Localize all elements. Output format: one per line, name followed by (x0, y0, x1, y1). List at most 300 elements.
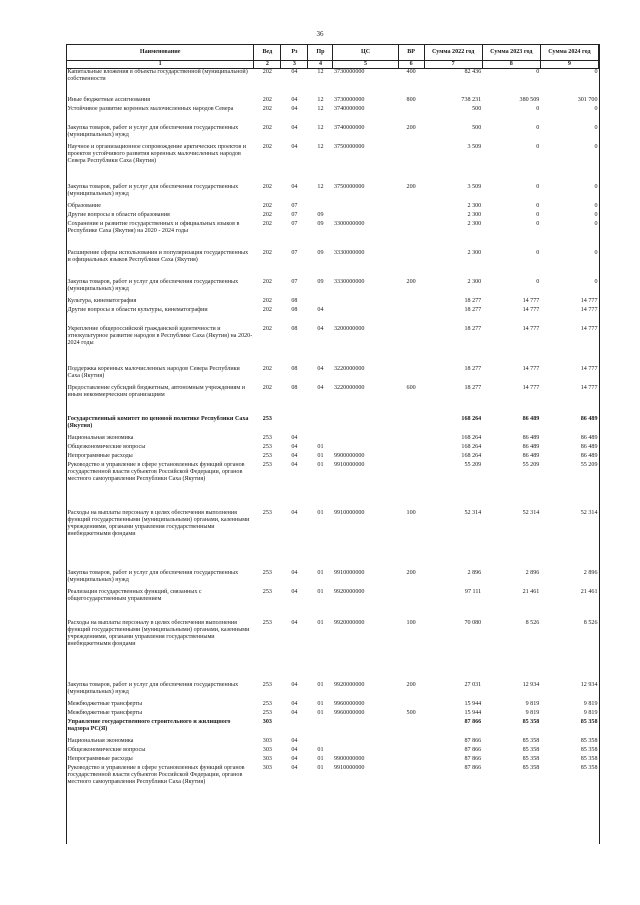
row-sum-2024: 2 896 (583, 569, 598, 576)
row-ved: 202 (262, 69, 272, 76)
row-cs: 9910000000 (333, 764, 365, 771)
row-sum-2023: 55 209 (522, 461, 540, 468)
row-sum-2023: 85 358 (522, 737, 540, 744)
row-pr (308, 416, 333, 435)
row-sum-2023: 8 526 (525, 619, 540, 626)
row-sum-2022: 70 080 (464, 619, 482, 626)
row-vr: 500 (406, 709, 416, 716)
row-name: Предоставление субсидий бюджетным, автономным учреждениям и иным некоммерческим организациям (67, 384, 246, 398)
row-pr (308, 435, 333, 444)
table-left-border (66, 44, 67, 844)
row-sum-2023: 0 (536, 202, 540, 209)
table-row (67, 298, 599, 307)
column-number: 1 (67, 61, 254, 69)
table-row (67, 307, 599, 326)
row-vr (398, 298, 424, 307)
row-ved: 253 (262, 709, 272, 716)
row-name: Укрепление общероссийской гражданской идентичности и этнокультурное развитие народов в Республике Саха (Якутия) на 2020-2024 годы (67, 325, 253, 346)
table-row (67, 212, 599, 221)
row-cs: 3740000000 (333, 105, 365, 112)
table-row (67, 144, 599, 184)
row-rz: 08 (291, 365, 298, 372)
table-row (67, 682, 599, 701)
row-sum-2022: 87 866 (464, 737, 482, 744)
row-sum-2024: 301 700 (577, 96, 598, 103)
row-sum-2024: 8 526 (583, 619, 598, 626)
row-vr: 200 (406, 681, 416, 688)
row-sum-2022: 3 509 (467, 143, 482, 150)
row-vr (398, 747, 424, 756)
row-vr (398, 444, 424, 453)
row-vr (398, 106, 424, 125)
row-sum-2023: 86 489 (522, 415, 540, 422)
row-sum-2023: 2 896 (525, 569, 540, 576)
table-row (67, 326, 599, 366)
table-row (67, 570, 599, 589)
header-sum-2024: Сумма 2024 год (540, 45, 598, 61)
row-sum-2023: 85 358 (522, 755, 540, 762)
row-rz: 04 (291, 461, 298, 468)
row-rz: 04 (291, 681, 298, 688)
row-name: Общеэкономические вопросы (67, 746, 146, 753)
header-rz: Рз (281, 45, 308, 61)
row-sum-2023: 0 (536, 249, 540, 256)
table-row (67, 203, 599, 212)
row-vr (398, 435, 424, 444)
row-sum-2024: 86 489 (580, 443, 598, 450)
row-sum-2022: 738 231 (461, 96, 482, 103)
row-pr: 12 (317, 183, 324, 190)
row-ved: 253 (262, 509, 272, 516)
row-name: Устойчивое развитие коренных малочисленных народов Севера (67, 105, 234, 112)
row-ved: 253 (262, 461, 272, 468)
row-sum-2023: 0 (536, 220, 540, 227)
row-pr: 01 (317, 509, 324, 516)
row-pr: 04 (317, 384, 324, 391)
row-name: Руководство и управление в сфере установленных функций органов государственной власти субъектов Российской Федерации, органов местного самоуправления Республики Саха (Якутия) (67, 461, 245, 482)
row-cs: 3750000000 (333, 183, 365, 190)
table-row (67, 69, 599, 97)
row-cs (333, 298, 398, 307)
row-sum-2022: 168 264 (461, 452, 482, 459)
row-sum-2023: 0 (536, 69, 540, 76)
row-vr (398, 589, 424, 620)
row-vr (398, 307, 424, 326)
row-ved: 202 (262, 105, 272, 112)
row-rz: 04 (291, 434, 298, 441)
row-sum-2024: 0 (594, 202, 598, 209)
row-sum-2022: 87 866 (464, 718, 482, 725)
row-sum-2023: 85 358 (522, 746, 540, 753)
table-row (67, 738, 599, 747)
row-pr: 01 (317, 755, 324, 762)
row-pr: 01 (317, 443, 324, 450)
row-ved: 303 (262, 746, 272, 753)
row-name: Непрограммные расходы (67, 452, 133, 459)
column-number: 6 (398, 61, 424, 69)
row-sum-2022: 3 509 (467, 183, 482, 190)
row-sum-2024: 9 819 (583, 700, 598, 707)
row-sum-2024: 14 777 (580, 365, 598, 372)
row-rz: 04 (291, 746, 298, 753)
row-sum-2024: 85 358 (580, 737, 598, 744)
row-name: Культура, кинематография (67, 297, 137, 304)
row-sum-2023: 0 (536, 211, 540, 218)
budget-table (66, 44, 599, 805)
row-pr: 04 (317, 306, 324, 313)
row-sum-2024: 14 777 (580, 325, 598, 332)
row-sum-2022: 97 111 (464, 588, 482, 595)
row-cs (333, 203, 398, 212)
row-pr: 09 (317, 249, 324, 256)
row-rz: 07 (291, 278, 298, 285)
row-rz: 08 (291, 306, 298, 313)
row-sum-2024: 9 819 (583, 709, 598, 716)
row-sum-2024: 86 489 (580, 434, 598, 441)
row-cs: 9960000000 (333, 700, 365, 707)
row-sum-2024: 85 358 (580, 764, 598, 771)
row-name: Национальная экономика (67, 434, 134, 441)
row-sum-2024: 86 489 (580, 452, 598, 459)
row-pr: 12 (317, 143, 324, 150)
row-sum-2024: 14 777 (580, 297, 598, 304)
row-rz: 04 (291, 509, 298, 516)
row-pr: 04 (317, 325, 324, 332)
table-row (67, 462, 599, 510)
row-sum-2022: 2 300 (467, 211, 482, 218)
row-vr (398, 212, 424, 221)
row-pr (308, 738, 333, 747)
row-rz: 04 (291, 755, 298, 762)
row-name: Закупка товаров, работ и услуг для обеспечения государственных (муниципальных) нужд (67, 681, 239, 695)
row-sum-2022: 18 277 (464, 306, 482, 313)
row-sum-2022: 87 866 (464, 764, 482, 771)
row-rz: 07 (291, 202, 298, 209)
row-pr: 01 (317, 764, 324, 771)
row-cs (333, 747, 398, 756)
table-row (67, 756, 599, 765)
row-sum-2023: 14 777 (522, 306, 540, 313)
row-vr (398, 462, 424, 510)
row-cs: 9910000000 (333, 461, 365, 468)
row-sum-2024: 85 358 (580, 755, 598, 762)
row-cs: 9900000000 (333, 755, 365, 762)
row-pr: 01 (317, 619, 324, 626)
row-vr (398, 416, 424, 435)
table-row (67, 765, 599, 805)
row-vr: 200 (406, 183, 416, 190)
row-vr (398, 738, 424, 747)
row-pr: 09 (317, 211, 324, 218)
row-name: Расходы на выплаты персоналу в целях обеспечения выполнения функций государственными (муниципальными) органами, казенными учреждениями, органами управления государственными внебюджетными фондами (67, 509, 250, 537)
row-rz: 04 (291, 764, 298, 771)
row-pr: 12 (317, 124, 324, 131)
row-rz: 08 (291, 297, 298, 304)
row-name: Национальная экономика (67, 737, 134, 744)
row-sum-2022: 15 944 (464, 709, 482, 716)
row-ved: 303 (262, 764, 272, 771)
row-pr: 01 (317, 461, 324, 468)
row-sum-2023: 9 819 (525, 700, 540, 707)
row-sum-2023: 0 (536, 105, 540, 112)
column-number: 8 (482, 61, 540, 69)
row-rz: 07 (291, 249, 298, 256)
row-pr (308, 203, 333, 212)
column-number-row (67, 61, 599, 69)
row-vr (398, 719, 424, 738)
row-sum-2022: 27 031 (464, 681, 482, 688)
row-rz: 04 (291, 183, 298, 190)
row-pr (308, 719, 333, 738)
row-name: Образование (67, 202, 101, 209)
row-name: Непрограммные расходы (67, 755, 133, 762)
row-vr: 600 (406, 384, 416, 391)
row-pr (308, 298, 333, 307)
row-sum-2023: 86 489 (522, 443, 540, 450)
row-vr (398, 203, 424, 212)
column-number: 9 (540, 61, 598, 69)
row-vr (398, 765, 424, 805)
row-vr: 400 (406, 69, 416, 76)
row-sum-2023: 380 509 (519, 96, 540, 103)
row-pr: 01 (317, 569, 324, 576)
row-cs (333, 307, 398, 326)
row-name: Расширение сферы использования и популяризация государственных и официальных языков Республики Саха (Якутия) (67, 249, 249, 263)
row-sum-2022: 15 944 (464, 700, 482, 707)
row-ved: 202 (262, 249, 272, 256)
row-ved: 253 (262, 588, 272, 595)
row-cs (333, 738, 398, 747)
row-cs: 3730000000 (333, 96, 365, 103)
row-name: Межбюджетные трансферты (67, 700, 143, 707)
column-number: 4 (308, 61, 333, 69)
row-cs: 9910000000 (333, 569, 365, 576)
column-number: 7 (424, 61, 482, 69)
row-ved: 303 (262, 737, 272, 744)
row-rz: 04 (291, 569, 298, 576)
row-cs (333, 212, 398, 221)
row-cs: 9920000000 (333, 681, 365, 688)
row-name: Закупка товаров, работ и услуг для обеспечения государственных (муниципальных) нужд (67, 569, 239, 583)
row-sum-2024: 21 461 (580, 588, 598, 595)
row-ved: 253 (262, 415, 272, 422)
row-name: Иные бюджетные ассигнования (67, 96, 151, 103)
row-ved: 202 (262, 124, 272, 131)
row-rz: 04 (291, 69, 298, 76)
row-sum-2023: 86 489 (522, 434, 540, 441)
row-cs (333, 416, 398, 435)
row-rz: 08 (291, 384, 298, 391)
table-body (67, 69, 599, 805)
table-row (67, 221, 599, 250)
row-cs (333, 719, 398, 738)
row-sum-2022: 2 300 (467, 220, 482, 227)
row-sum-2022: 18 277 (464, 365, 482, 372)
row-ved: 253 (262, 434, 272, 441)
row-sum-2023: 86 489 (522, 452, 540, 459)
row-vr: 200 (406, 569, 416, 576)
row-sum-2022: 87 866 (464, 755, 482, 762)
row-name: Другие вопросы в области культуры, кинематографии (67, 306, 208, 313)
row-sum-2024: 12 934 (580, 681, 598, 688)
row-rz: 04 (291, 96, 298, 103)
row-ved: 303 (262, 718, 272, 725)
row-ved: 303 (262, 755, 272, 762)
row-rz: 04 (291, 619, 298, 626)
row-ved: 253 (262, 681, 272, 688)
row-vr: 100 (406, 619, 416, 626)
row-pr: 12 (317, 69, 324, 76)
row-name: Руководство и управление в сфере установленных функций органов государственной власти субъектов Российской Федерации, органов местного самоуправления Республики Саха (Якутия) (67, 764, 245, 785)
row-rz: 04 (291, 737, 298, 744)
row-sum-2024: 0 (594, 220, 598, 227)
table-row (67, 620, 599, 682)
header-name: Наименование (67, 45, 254, 61)
row-cs (333, 435, 398, 444)
row-rz: 04 (291, 105, 298, 112)
row-sum-2022: 168 264 (461, 443, 482, 450)
row-name: Другие вопросы в области образования (67, 211, 170, 218)
row-ved: 202 (262, 384, 272, 391)
row-rz: 04 (291, 700, 298, 707)
row-cs: 3740000000 (333, 124, 365, 131)
row-sum-2024: 0 (594, 143, 598, 150)
row-sum-2024: 0 (594, 69, 598, 76)
row-name: Межбюджетные трансферты (67, 709, 143, 716)
row-sum-2022: 500 (472, 105, 482, 112)
row-rz: 04 (291, 124, 298, 131)
row-sum-2024: 0 (594, 249, 598, 256)
row-sum-2023: 14 777 (522, 297, 540, 304)
row-ved: 202 (262, 211, 272, 218)
row-sum-2024: 85 358 (580, 746, 598, 753)
table-row (67, 444, 599, 453)
row-sum-2022: 2 300 (467, 278, 482, 285)
page-number: 36 (316, 30, 324, 38)
row-ved: 253 (262, 700, 272, 707)
row-name: Закупка товаров, работ и услуг для обеспечения государственных (муниципальных) нужд (67, 278, 239, 292)
row-cs: 3730000000 (333, 69, 365, 76)
table-row (67, 416, 599, 435)
row-rz: 08 (291, 325, 298, 332)
table-row (67, 184, 599, 203)
column-number: 5 (333, 61, 398, 69)
row-sum-2023: 14 777 (522, 384, 540, 391)
row-cs: 3330000000 (333, 249, 365, 256)
row-name: Реализация государственных функций, связанных с общегосударственным управлением (67, 588, 202, 602)
column-number: 2 (254, 61, 281, 69)
row-sum-2022: 82 436 (464, 69, 482, 76)
row-vr (398, 366, 424, 385)
header-cs: ЦС (333, 45, 398, 61)
row-vr: 200 (406, 278, 416, 285)
table-header-row (67, 45, 599, 61)
row-vr (398, 144, 424, 184)
row-sum-2023: 14 777 (522, 325, 540, 332)
row-sum-2022: 18 277 (464, 297, 482, 304)
table-row (67, 510, 599, 570)
table-row (67, 106, 599, 125)
row-name: Управление государственного строительного и жилищного надзора РС(Я) (67, 718, 231, 732)
table-row (67, 97, 599, 106)
row-sum-2024: 0 (594, 278, 598, 285)
row-ved: 202 (262, 365, 272, 372)
row-ved: 202 (262, 96, 272, 103)
row-name: Научное и организационное сопровождение арктических проектов и проектов устойчивого развития коренных малочисленных народов Севера Республики Саха (Якутия) (67, 143, 247, 164)
table-row (67, 366, 599, 385)
row-name: Сохранение и развитие государственных и официальных языков в Республике Саха (Якутия) на 2020 - 2024 годы (67, 220, 240, 234)
table-row (67, 701, 599, 710)
row-sum-2024: 85 358 (580, 718, 598, 725)
row-sum-2022: 52 314 (464, 509, 482, 516)
row-pr: 12 (317, 105, 324, 112)
row-name: Капитальные вложения в объекты государственной (муниципальной) собственности (67, 69, 248, 83)
row-sum-2023: 21 461 (522, 588, 540, 595)
row-sum-2023: 12 934 (522, 681, 540, 688)
row-vr (398, 756, 424, 765)
row-sum-2024: 55 209 (580, 461, 598, 468)
row-sum-2023: 9 819 (525, 709, 540, 716)
row-sum-2024: 52 314 (580, 509, 598, 516)
row-vr (398, 326, 424, 366)
row-pr: 12 (317, 96, 324, 103)
row-sum-2023: 85 358 (522, 764, 540, 771)
row-cs: 9910000000 (333, 509, 365, 516)
row-sum-2024: 86 489 (580, 415, 598, 422)
row-sum-2022: 2 896 (467, 569, 482, 576)
header-ved: Вед (254, 45, 281, 61)
row-ved: 202 (262, 278, 272, 285)
header-pr: Пр (308, 45, 333, 61)
table-row (67, 435, 599, 444)
table-row (67, 250, 599, 279)
row-ved: 202 (262, 202, 272, 209)
header-vr: ВР (398, 45, 424, 61)
row-vr (398, 250, 424, 279)
row-sum-2023: 0 (536, 143, 540, 150)
row-cs: 9920000000 (333, 588, 365, 595)
row-ved: 202 (262, 297, 272, 304)
table-row (67, 125, 599, 144)
row-cs: 9920000000 (333, 619, 365, 626)
table-right-border (599, 44, 600, 844)
row-sum-2024: 14 777 (580, 384, 598, 391)
header-sum-2023: Сумма 2023 год (482, 45, 540, 61)
row-sum-2024: 0 (594, 183, 598, 190)
row-rz: 04 (291, 709, 298, 716)
row-rz: 04 (291, 143, 298, 150)
row-rz: 04 (291, 452, 298, 459)
row-sum-2024: 0 (594, 211, 598, 218)
row-pr: 01 (317, 452, 324, 459)
row-rz (281, 719, 308, 738)
row-sum-2022: 18 277 (464, 384, 482, 391)
row-ved: 253 (262, 619, 272, 626)
header-sum-2022: Сумма 2022 год (424, 45, 482, 61)
row-name: Поддержка коренных малочисленных народов Севера Республики Саха (Якутия) (67, 365, 240, 379)
row-rz: 04 (291, 588, 298, 595)
row-ved: 253 (262, 452, 272, 459)
row-cs: 3200000000 (333, 325, 365, 332)
table-row (67, 589, 599, 620)
row-sum-2023: 0 (536, 183, 540, 190)
row-sum-2022: 500 (472, 124, 482, 131)
row-vr (398, 221, 424, 250)
row-ved: 202 (262, 143, 272, 150)
row-rz: 04 (291, 443, 298, 450)
row-rz: 07 (291, 220, 298, 227)
row-cs: 9900000000 (333, 452, 365, 459)
